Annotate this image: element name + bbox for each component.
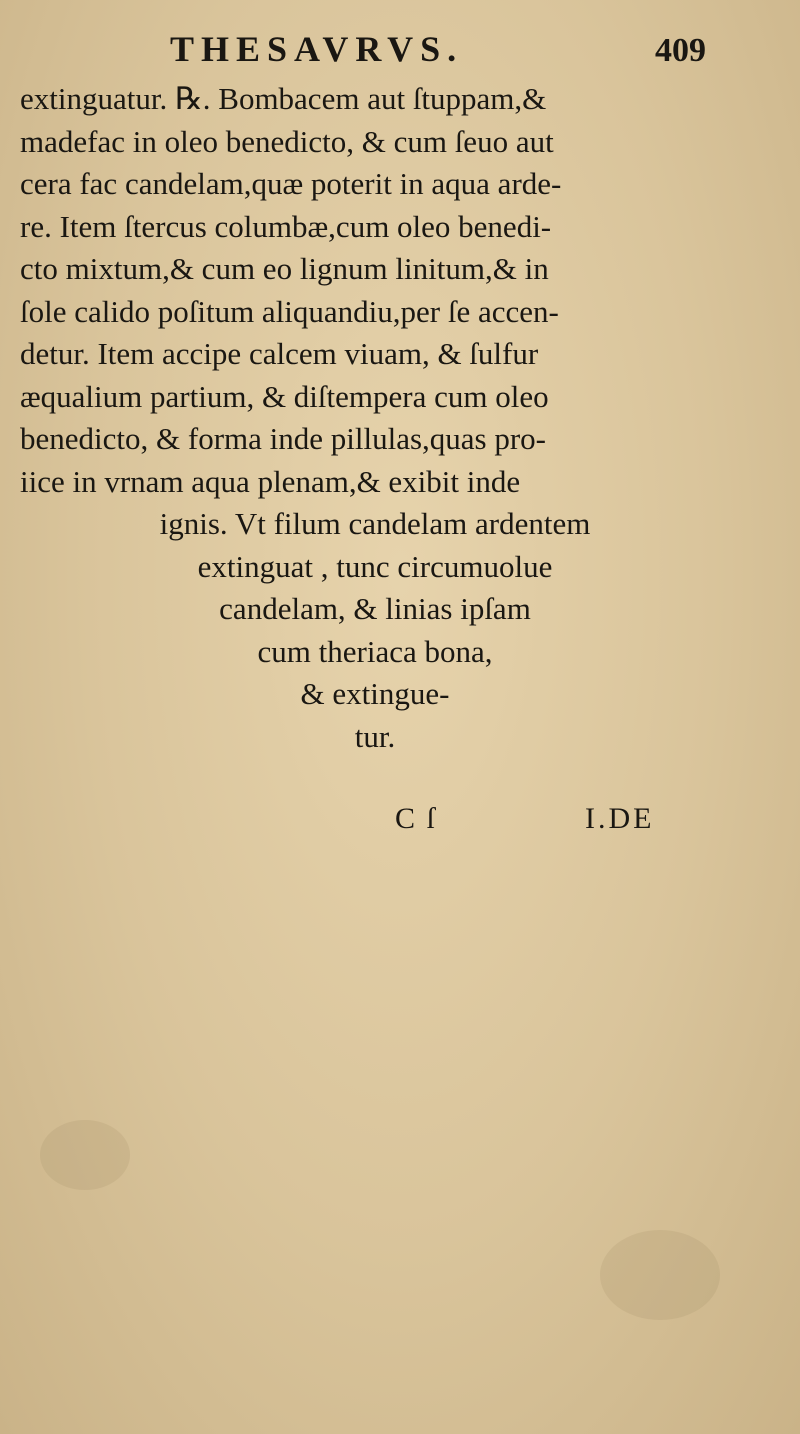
text-line: extinguatur. ℞. Bombacem aut ſtuppam,& xyxy=(20,81,547,116)
text-line: cto mixtum,& cum eo lignum linitum,& in xyxy=(20,251,549,286)
text-line: ſole calido poſitum aliquandiu,per ſe accen- xyxy=(20,293,559,329)
text-line: cera fac candelam,quæ poterit in aqua arde- xyxy=(20,166,562,201)
text-line: extinguat , tunc circumuolue xyxy=(197,548,553,584)
text-line: detur. Item accipe calcem viuam, & ſulfur xyxy=(20,336,539,371)
page-footer xyxy=(0,802,800,846)
signature-mark: C ſ xyxy=(395,802,437,835)
text-line: re. Item ſtercus columbæ,cum oleo benedi- xyxy=(20,208,552,244)
catchword: I.DE xyxy=(585,802,655,835)
paper-stain xyxy=(40,1120,130,1190)
paper-stain xyxy=(600,1230,720,1320)
text-line: ignis. Vt filum candelam ardentem xyxy=(159,506,591,541)
text-line: candelam, & linias ipſam xyxy=(219,591,531,626)
text-line: & extingue- xyxy=(300,676,450,711)
text-line: cum theriaca bona, xyxy=(257,633,493,669)
text-line: iice in vrnam aqua plenam,& exibit inde xyxy=(20,463,521,499)
text-line: benedicto, & forma inde pillulas,quas pro- xyxy=(20,421,547,456)
text-line: æqualium partium, & diſtempera cum oleo xyxy=(20,378,549,414)
text-line: tur. xyxy=(354,718,396,754)
page-header xyxy=(0,28,800,78)
body-text xyxy=(20,78,790,758)
running-title: THESAVRVS. xyxy=(170,29,464,69)
text-line: madefac in oleo benedicto, & cum ſeuo aut xyxy=(20,123,554,159)
page-number: 409 xyxy=(655,32,706,69)
